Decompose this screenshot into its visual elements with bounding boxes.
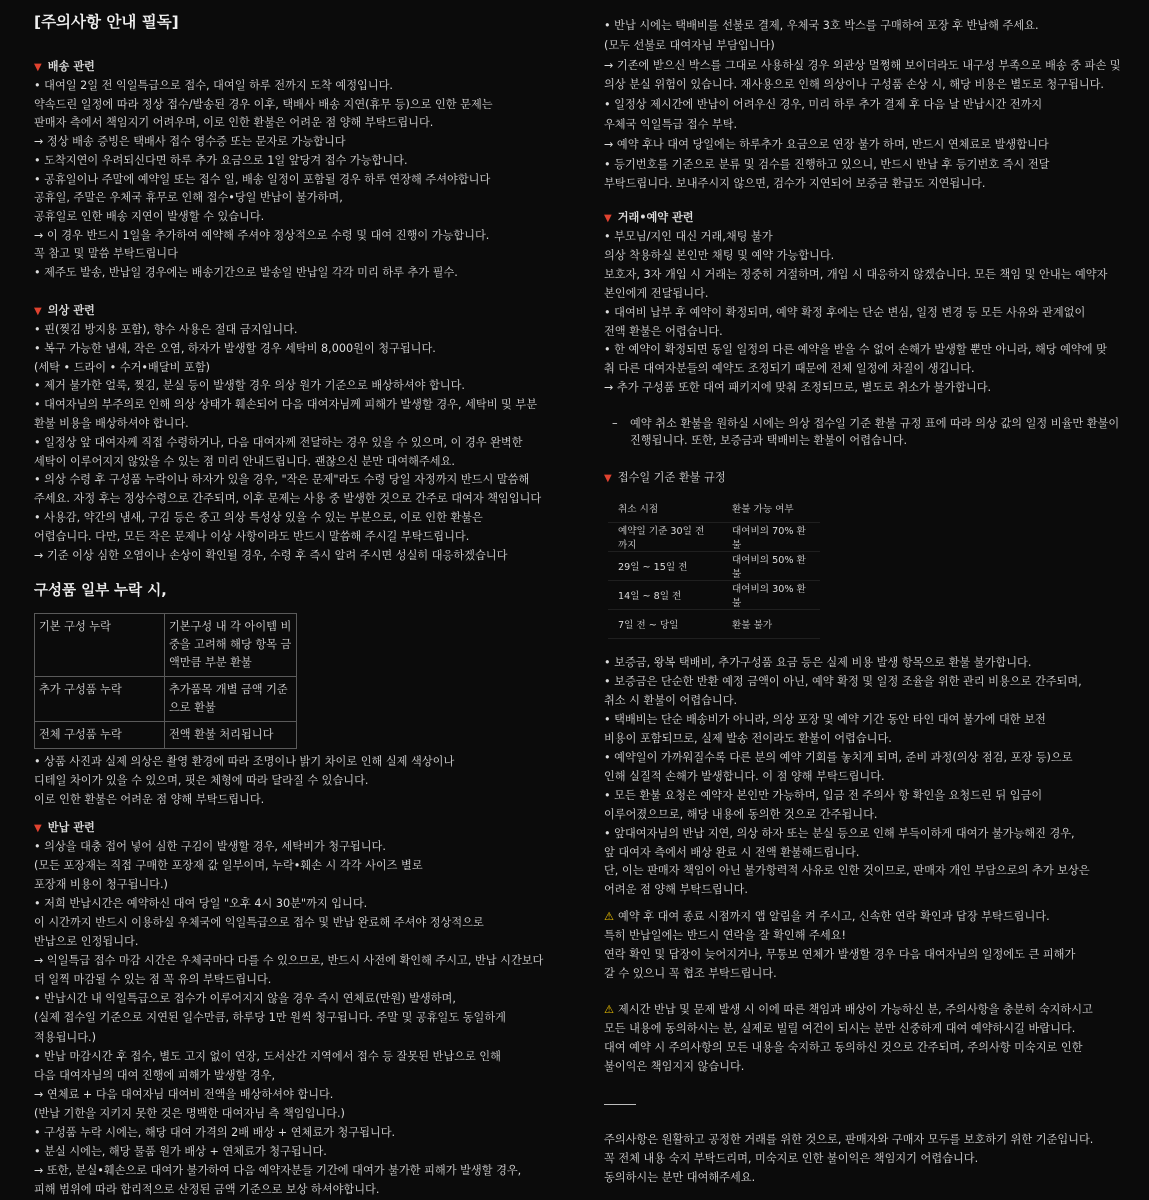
text-line: • 구성품 누락 시에는, 해당 대여 가격의 2배 배상 + 연체료가 청구됩니다. (34, 1125, 396, 1139)
text-line: (반납 기한을 지키지 못한 것은 명백한 대여자님 측 책임입니다.) (34, 1106, 345, 1120)
text-line: 이 시간까지 반드시 이용하실 우체국에 익일특급으로 접수 및 반납 완료해 주셔야 정상적으로 (34, 916, 484, 930)
missing-items-table (34, 613, 297, 749)
text-line: 보호자, 3자 개입 시 거래는 정중히 거절하며, 개입 시 대응하지 않겠습니다. 모든 책임 및 안내는 예약자 (604, 267, 1108, 281)
text-line: 포장재 비용이 청구됩니다.) (34, 878, 168, 892)
text-line: • 모든 환불 요청은 예약자 본인만 가능하며, 입금 전 주의사 항 확인을 요청드린 뒤 입금이 (604, 788, 1043, 802)
cell-line: 으로 환불 (169, 701, 216, 714)
text-line: 전액 환불은 어렵습니다. (604, 324, 723, 338)
text-line: 다음 대여자님의 대여 진행에 피해가 발생할 경우, (34, 1068, 276, 1082)
red-triangle-icon: ▼ (604, 213, 612, 224)
table-row (608, 552, 820, 581)
text-line: • 사용감, 약간의 냄새, 구김 등은 중고 의상 특성상 있을 수 있는 부분으로, 이로 인한 환불은 (34, 511, 483, 524)
text-line: → 익일특급 접수 마감 시간은 우체국마다 다를 수 있으므로, 반드시 사전에 확인해 주시고, 반납 시간보다 (34, 954, 544, 968)
cell-line: 중을 고려해 해당 항목 금 (169, 638, 292, 651)
text-line: • 반납시간 내 익일특급으로 접수가 이루어지지 않을 경우 즉시 연체료(만원) 발생하며, (34, 992, 456, 1006)
shipping-heading: ▼ 배송 관련 (34, 59, 95, 76)
red-triangle-icon: ▼ (604, 473, 612, 484)
refund-heading: ▼ 접수일 기준 환불 규정 (604, 470, 726, 487)
missing-refund-cell (165, 614, 297, 677)
text-line: • 대여자님의 부주의로 인해 의상 상태가 훼손되어 다음 대여자님께 피해가 발생할 경우, 세탁비 및 부분 (34, 398, 538, 412)
missing-type-cell: 전체 구성품 누락 (35, 722, 165, 749)
divider (604, 1104, 636, 1105)
notice-title: [주의사항 안내 필독] (34, 13, 179, 31)
text-line: • 공휴일이나 주말에 예약일 또는 접수 일, 배송 일정이 포함될 경우 하루 연장해 주셔야합니다 (34, 172, 491, 186)
text-line: • 한 예약이 확정되면 동일 일정의 다른 예약을 받을 수 없어 손해가 발생할 뿐만 아니라, 해당 예약에 맞 (604, 343, 1107, 357)
text-line: 꼭 전체 내용 숙지 부탁드리며, 미숙지로 인한 불이익은 책임지기 어렵습니다. (604, 1152, 979, 1165)
refund-rate-cell: 대여비의 50% 환불 (722, 552, 820, 581)
warn1-line-3: 연락 확인 및 답장이 늦어지거나, 무통보 연체가 발생할 경우 다음 대여자님의 일정에도 큰 피해가 (604, 948, 1076, 961)
text-line: • 제주도 발송, 반납일 경우에는 배송기간으로 발송일 반납일 각각 미리 하루 추가 필수. (34, 266, 458, 279)
text-line: 의상 착용하실 본인만 채팅 및 예약 가능합니다. (604, 248, 835, 262)
text-line: 인해 실질적 손해가 발생합니다. 이 점 양해 부탁드립니다. (604, 769, 885, 783)
text-line: 약속드린 일정에 따라 정상 접수/발송된 경우 이후, 택배사 배송 지연(휴무 등)으로 인한 문제는 (34, 97, 493, 111)
text-line: 이로 인한 환불은 어려운 점 양해 부탁드립니다. (34, 793, 265, 806)
red-triangle-icon: ▼ (34, 62, 42, 73)
text-line: • 보증금은 단순한 반환 예정 금액이 아닌, 예약 확정 및 일정 조율을 위한 관리 비용으로 간주되며, (604, 674, 1082, 688)
clothing-heading: ▼ 의상 관련 (34, 303, 95, 320)
cancel-line-1: 예약 취소 환불을 원하실 시에는 의상 접수일 기준 환불 규정 표에 따라 의상 값의 일정 비율만 환불이 (630, 417, 1120, 430)
text-line: → 기존에 받으신 박스를 그대로 사용하실 경우 외관상 멀쩡해 보이더라도 내구성 부족으로 배송 중 파손 및 (604, 58, 1121, 72)
cancel-dash: – (612, 417, 618, 430)
text-line: → 이 경우 반드시 1일을 추가하여 예약해 주셔야 정상적으로 수령 및 대여 진행이 가능합니다. (34, 228, 490, 242)
text-line: → 추가 구성품 또한 대여 패키지에 맞춰 조정되므로, 별도로 취소가 불가합니다. (604, 381, 992, 395)
text-line: → 연체료 + 다음 대여자님 대여비 전액을 배상하셔야 합니다. (34, 1087, 334, 1101)
text-line: → 또한, 분실•훼손으로 대여가 불가하여 다음 예약자분들 기간에 대여가 불가한 피해가 발생할 경우, (34, 1163, 522, 1177)
text-line: • 보증금, 왕복 택배비, 추가구성품 요금 등은 실제 비용 발생 항목으로 환불 불가합니다. (604, 656, 1032, 669)
warn1-line-4: 갈 수 있으니 꼭 협조 부탁드립니다. (604, 967, 777, 980)
text-line: → 정상 배송 증빙은 택배사 접수 영수증 또는 문자로 가능합니다 (34, 135, 346, 149)
missing-refund-cell (165, 677, 297, 722)
warn2-line-3: 대여 예약 시 주의사항의 모든 내용을 숙지하고 동의하신 것으로 간주되며, 주의사항 미숙지로 인한 (604, 1041, 1083, 1054)
missing-heading: 구성품 일부 누락 시, (34, 583, 167, 599)
warning-icon: ⚠ (604, 910, 615, 923)
refund-time-cell: 29일 ~ 15일 전 (608, 552, 722, 581)
warn2-line-1: ⚠ 제시간 반납 및 문제 발생 시 이에 따른 책임과 배상이 가능하신 분, 주의사항을 충분히 숙지하시고 (604, 1003, 1093, 1016)
text-line: 비용이 포함되므로, 실제 발송 전이라도 환불이 어렵습니다. (604, 731, 892, 745)
text-line: 공휴일, 주말은 우체국 휴무로 인해 접수•당일 반납이 불가하며, (34, 191, 343, 205)
text-line: 앞 대여자 측에서 배상 완료 시 전액 환불해드립니다. (604, 845, 860, 859)
text-line: 동의하시는 분만 대여해주세요. (604, 1171, 756, 1184)
text-line: • 의상 수령 후 구성품 누락이나 하자가 있을 경우, "작은 문제"라도 수령 당일 자정까지 반드시 말씀해 (34, 473, 530, 487)
text-line: 공휴일로 인한 배송 지연이 발생할 수 있습니다. (34, 209, 265, 223)
warn1-line-2: 특히 반납일에는 반드시 연락을 잘 확인해 주세요! (604, 929, 846, 942)
text-line: • 일정상 제시간에 반납이 어려우신 경우, 미리 하루 추가 결제 후 다음 날 반납시간 전까지 (604, 98, 1043, 112)
refund-header-row (608, 494, 820, 523)
text-line: → 기준 이상 심한 오염이나 손상이 확인될 경우, 수령 후 즉시 알려 주시면 성실히 대응하겠습니다 (34, 548, 508, 562)
red-triangle-icon: ▼ (34, 823, 42, 834)
text-line: 적용됩니다.) (34, 1030, 96, 1044)
text-line: → 예약 후나 대여 당일에는 하루추가 요금으로 연장 불가 하며, 반드시 연체료로 발생합니다 (604, 137, 1049, 151)
table-row (35, 722, 297, 749)
warn2-line-4: 불이익은 책임지지 않습니다. (604, 1060, 745, 1073)
text-line: 취소 시 환불이 어렵습니다. (604, 693, 738, 707)
text-line: 본인에게 전달됩니다. (604, 286, 709, 300)
text-line: • 반납 시에는 택배비를 선불로 결제, 우체국 3호 박스를 구매하여 포장 후 반납해 주세요. (604, 19, 1039, 32)
table-row (608, 610, 820, 639)
refund-rate-cell: 환불 가능 여부 (722, 494, 820, 523)
text-line: 판매자 측에서 책임지기 어려우며, 이로 인한 환불은 어려운 점 양해 부탁드립니다. (34, 116, 434, 130)
text-line: • 부모님/지인 대신 거래,채팅 불가 (604, 230, 773, 243)
cell-line: 액만큼 부분 환불 (169, 656, 252, 669)
cell-line: 추가품목 개별 금액 기준 (169, 683, 288, 696)
refund-time-cell: 취소 시점 (608, 494, 722, 523)
refund-rate-cell: 환불 불가 (722, 610, 820, 639)
text-line: • 의상을 대충 접어 넣어 심한 구김이 발생할 경우, 세탁비가 청구됩니다. (34, 840, 386, 853)
table-row (608, 523, 820, 552)
text-line: • 대여일 2일 전 익일특급으로 접수, 대여일 하루 전까지 도착 예정입니다. (34, 79, 393, 92)
text-line: • 예약일이 가까워질수록 다른 분의 예약 기회를 놓치게 되며, 준비 과정(의상 점검, 포장 등)으로 (604, 750, 1073, 764)
table-row (35, 677, 297, 722)
text-line: 춰 다른 대여자분들의 예약도 조정되기 때문에 전체 일정에 차질이 생깁니다. (604, 362, 975, 376)
refund-rate-cell: 대여비의 30% 환불 (722, 581, 820, 610)
text-line: 의상 분실 위험이 있습니다. 재사용으로 인해 의상이나 구성품 손상 시, 해당 비용은 별도로 청구됩니다. (604, 78, 1104, 92)
text-line: • 핀(찢김 방지용 포함), 향수 사용은 절대 금지입니다. (34, 323, 298, 336)
refund-rate-cell: 대여비의 70% 환불 (722, 523, 820, 552)
text-line: 우체국 익일특급 접수 부탁. (604, 118, 738, 131)
text-line: 꼭 참고 및 말씀 부탁드립니다 (34, 247, 178, 261)
text-line: 환불 비용을 배상하셔야 합니다. (34, 417, 189, 430)
cell-line: 기본구성 내 각 아이템 비 (169, 620, 292, 633)
refund-time-cell: 14일 ~ 8일 전 (608, 581, 722, 610)
text-line: 어렵습니다. 다만, 모든 작은 문제나 이상 사항이라도 반드시 말씀해 주시길 부탁드립니다. (34, 529, 470, 543)
text-line: • 앞대여자님의 반납 지연, 의상 하자 또는 분실 등으로 인해 부득이하게 대여가 불가능해진 경우, (604, 826, 1075, 840)
red-triangle-icon: ▼ (34, 306, 42, 317)
text-line: • 대여비 납부 후 예약이 확정되며, 예약 확정 후에는 단순 변심, 일정 변경 등 모든 사유와 관계없이 (604, 305, 1086, 319)
text-line: 세탁이 이루어지지 않았을 수 있는 점 미리 안내드립니다. 괜찮으신 분만 대여해주세요. (34, 454, 455, 468)
refund-policy-table (608, 494, 820, 639)
text-line: 어려운 점 양해 부탁드립니다. (604, 883, 748, 897)
cancel-line-2: 진행됩니다. 또한, 보증금과 택배비는 환불이 어렵습니다. (630, 434, 908, 447)
text-line: (모든 포장재는 직접 구매한 포장재 값 일부이며, 누락•훼손 시 각각 사이즈 별로 (34, 859, 423, 873)
text-line: • 등기번호를 기준으로 분류 및 검수를 진행하고 있으니, 반드시 반납 후 등기번호 즉시 전달 (604, 157, 1050, 171)
text-line: 반납으로 인정됩니다. (34, 935, 139, 949)
text-line: 더 일찍 마감될 수 있는 점 꼭 유의 부탁드립니다. (34, 973, 272, 987)
text-line: • 분실 시에는, 해당 물품 원가 배상 + 연체료가 청구됩니다. (34, 1144, 327, 1158)
warn2-line-2: 모든 내용에 동의하시는 분, 실제로 빌릴 여건이 되시는 분만 신중하게 대여 예약하시길 바랍니다. (604, 1022, 1076, 1035)
return-heading: ▼ 반납 관련 (34, 820, 95, 837)
text-line: 주세요. 자정 후는 정상수령으로 간주되며, 이후 문제는 사용 중 발생한 것으로 간주로 대여자 책임입니다 (34, 492, 542, 506)
warn1-line-1: ⚠ 예약 후 대여 종료 시점까지 앱 알림을 켜 주시고, 신속한 연락 확인과 답장 부탁드립니다. (604, 910, 1050, 923)
missing-type-cell: 기본 구성 누락 (35, 614, 165, 677)
text-line: • 도착지연이 우려되신다면 하루 추가 요금으로 1일 앞당겨 접수 가능합니다. (34, 153, 408, 167)
missing-type-cell: 추가 구성품 누락 (35, 677, 165, 722)
text-line: • 복구 가능한 냄새, 작은 오염, 하자가 발생할 경우 세탁비 8,000원이 청구됩니다. (34, 341, 436, 355)
refund-time-cell: 예약일 기준 30일 전까지 (608, 523, 722, 552)
text-line: 피해 범위에 따라 합리적으로 산정된 금액 기준으로 보상 하셔야합니다. (34, 1182, 380, 1196)
table-row (35, 614, 297, 677)
text-line: 단, 이는 판매자 책임이 아닌 불가항력적 사유로 인한 것이므로, 판매자 개인 부담으로의 추가 보상은 (604, 864, 1090, 878)
trade-heading: ▼ 거래•예약 관련 (604, 210, 694, 227)
text-line: • 제거 불가한 얼룩, 찢김, 분실 등이 발생할 경우 의상 원가 기준으로 배상하셔야 합니다. (34, 379, 465, 393)
refund-time-cell: 7일 전 ~ 당일 (608, 610, 722, 639)
warning-icon: ⚠ (604, 1003, 615, 1016)
text-line: • 상품 사진과 실제 의상은 촬영 환경에 따라 조명이나 밝기 차이로 인해 실제 색상이나 (34, 755, 455, 768)
text-line: 이루어졌으므로, 해당 내용에 동의한 것으로 간주됩니다. (604, 807, 878, 821)
text-line: 부탁드립니다. 보내주시지 않으면, 검수가 지연되어 보증금 환급도 지연됩니다. (604, 177, 986, 191)
text-line: • 저희 반납시간은 예약하신 대여 당일 "오후 4시 30분"까지 입니다. (34, 897, 368, 911)
text-line: (실제 접수일 기준으로 지연된 일수만큼, 하루당 1만 원씩 청구됩니다. 주말 및 공휴일도 동일하게 (34, 1011, 506, 1025)
text-line: • 반납 마감시간 후 접수, 별도 고지 없이 연장, 도서산간 지역에서 접수 등 잘못된 반납으로 인해 (34, 1049, 501, 1063)
text-line: 디테일 차이가 있을 수 있으며, 핏은 체형에 따라 달라질 수 있습니다. (34, 774, 369, 787)
text-line: (모두 선불로 대여자님 부담입니다) (604, 38, 775, 52)
text-line: 주의사항은 원활하고 공정한 거래를 위한 것으로, 판매자와 구매자 모두를 보호하기 위한 기준입니다. (604, 1133, 1094, 1146)
missing-refund-cell (165, 722, 297, 749)
table-row (608, 581, 820, 610)
cell-line: 전액 환불 처리됩니다 (169, 728, 274, 741)
text-line: • 택배비는 단순 배송비가 아니라, 의상 포장 및 예약 기간 동안 타인 대여 불가에 대한 보전 (604, 712, 1046, 726)
text-line: (세탁 • 드라이 • 수거•배달비 포함) (34, 360, 210, 374)
text-line: • 일정상 앞 대여자께 직접 수령하거나, 다음 대여자께 전달하는 경우 있을 수 있으며, 이 경우 완벽한 (34, 435, 523, 449)
